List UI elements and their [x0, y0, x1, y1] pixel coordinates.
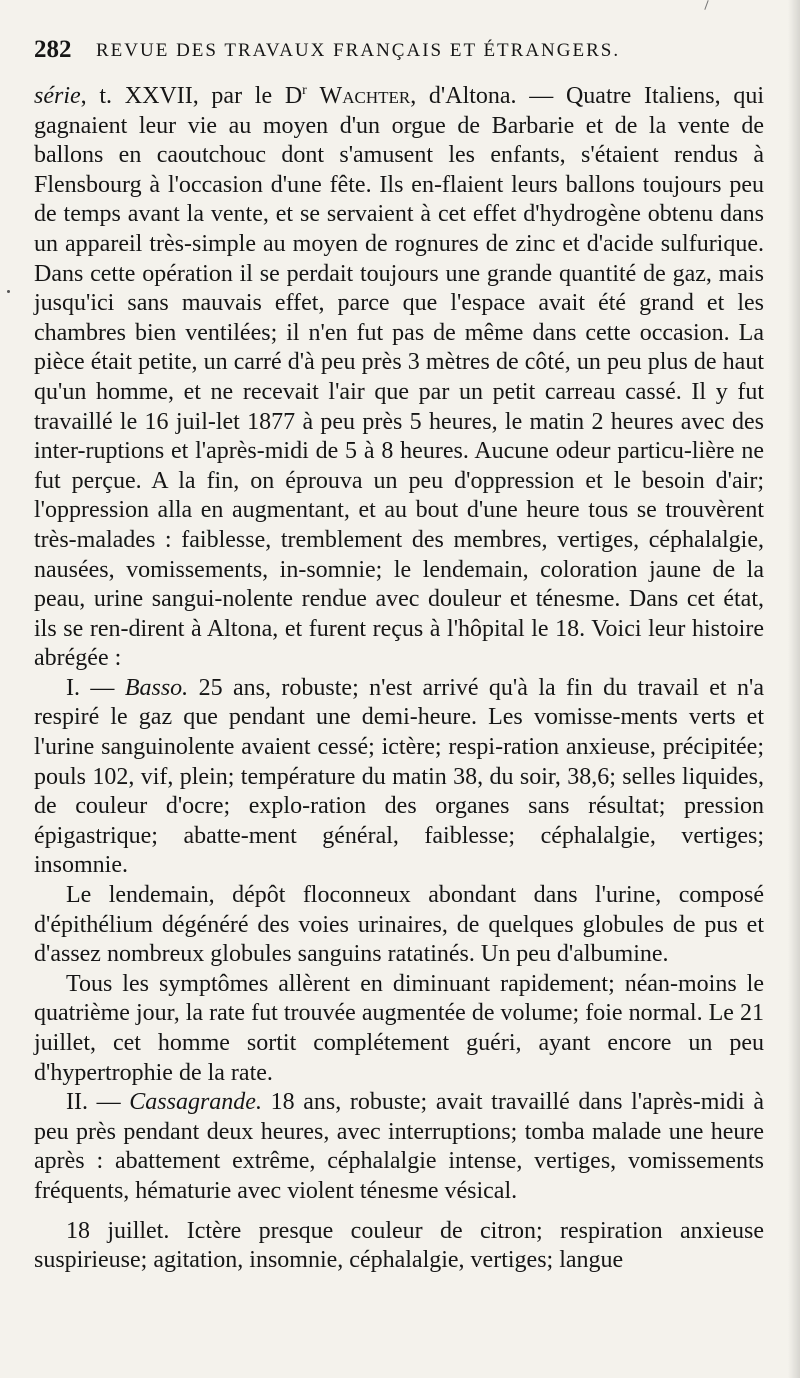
case-one-text: 25 ans, robuste; n'est arrivé qu'à la fin du travail et n'a respiré le gaz que pendant une demi-heure. Les vomisse-ments verts et l'urine sanguinolente avaient cessé; ictère; respi-ration anxieuse, précipitée; pouls 102, vif, plein; température du matin 38, du soir, 38,6; selles liquides, de couleur d'ocre; explo-ration des organes sans résultat; pression épigastrique; abatte-ment général, faiblesse; céphalalgie, vertiges; insomnie. — [34, 674, 764, 879]
case-two-text: 18 ans, robuste; avait travaillé dans l'après-midi à peu près pendant deux heures, avec interruptions; tomba malade une heure après : abattement extrême, céphalalgie intense, vertiges, vomissements fréquents, hématurie avec violent ténesme vésical. — [34, 1089, 764, 1204]
book-page — [34, 30, 764, 1360]
case-two-label: II. — — [66, 1089, 130, 1116]
page-number: 282 — [34, 36, 72, 63]
margin-speck — [7, 290, 10, 293]
series-word: série — [34, 83, 81, 109]
symptoms-text: Tous les symptômes allèrent en diminuant rapidement; néan-moins le quatrième jour, la rate fut trouvée augmentée de volume; foie normal. Le 21 juillet, cet homme sortit complétement guéri, ayant encore un peu d'hypertrophie de la rate. — [34, 970, 764, 1086]
citation-text: , t. XXVII, par le D — [80, 83, 303, 109]
july-18-text: 18 juillet. Ictère presque couleur de citron; respiration anxieuse suspirieuse; agitation, insomnie, céphalalgie, vertiges; langue — [34, 1217, 764, 1274]
next-day-text: Le lendemain, dépôt floconneux abondant dans l'urine, composé d'épithélium dégénéré des voies urinaires, de quelques globules de pus et d'assez nombreux globules sanguins ratatinés. Un peu d'albumine. — [34, 882, 764, 968]
case-one-label: I. — — [66, 674, 125, 701]
paragraph-symptoms — [34, 970, 764, 1088]
running-header — [34, 30, 764, 76]
intro-text: , d'Altona. — Quatre Italiens, qui gagnaient leur vie au moyen d'un orgue de Barbarie et de la vente de ballons en caoutchouc dont s'amusent les enfants, s'étaient rendus à Flensbourg à l'occasion d'une fête. Ils en-flaient leurs ballons toujours peu de temps avant la vente, et se servaient à cet effet d'hydrogène obtenu dans un appareil très-simple au moyen de rognures de zinc et d'acide sulfurique. Dans cette opération il se perdait toujours une grande quantité de gaz, mais jusqu'ici sans mauvais effet, parce que l'espace avait été grand et les chambres bien ventilées; il n'en fut pas de même dans cette occasion. La pièce était petite, un carré d'à peu près 3 mètres de côté, un peu plus de haut qu'un homme, et ne recevait l'air que par un petit carreau cassé. Il y fut travaillé le 16 juil-let 1877 à peu près 5 heures, le matin 2 heures avec des inter-ruptions et l'après-midi de 5 à 8 heures. Aucune odeur particu-lière ne fut perçue. A la fin, on éprouva un peu d'oppression et le besoin d'air; l'oppression alla en augmentant, et au bout d'une heure tous se trouvèrent très-malades : faiblesse, tremblement des membres, vertiges, céphalalgie, nausées, vomissements, in-somnie; le lendemain, coloration jaune de la peau, urine sangui-nolente rendue avec douleur et ténesme. Dans cet état, ils se ren-dirent à Altona, et furent reçus à l'hôpital le 18. Voici leur histoire abrégée : — [34, 83, 765, 672]
paragraph-july-18 — [34, 1217, 764, 1276]
author-name: Wachter — [319, 83, 411, 109]
paragraph-case-one — [34, 674, 764, 881]
journal-title: REVUE DES TRAVAUX FRANÇAIS ET ÉTRANGERS. — [96, 40, 621, 61]
page-edge-shadow — [788, 0, 800, 1378]
scan-mark — [704, 0, 708, 10]
paragraph-next-day — [34, 881, 764, 970]
case-two-name: Cassagrande. — [129, 1089, 262, 1116]
case-one-name: Basso. — [124, 674, 189, 701]
article-body — [34, 76, 764, 1276]
paragraph-intro — [34, 76, 764, 674]
doctor-abbrev-sup: r — [302, 83, 307, 98]
paragraph-case-two — [34, 1088, 764, 1206]
paragraph-gap — [34, 1207, 764, 1217]
